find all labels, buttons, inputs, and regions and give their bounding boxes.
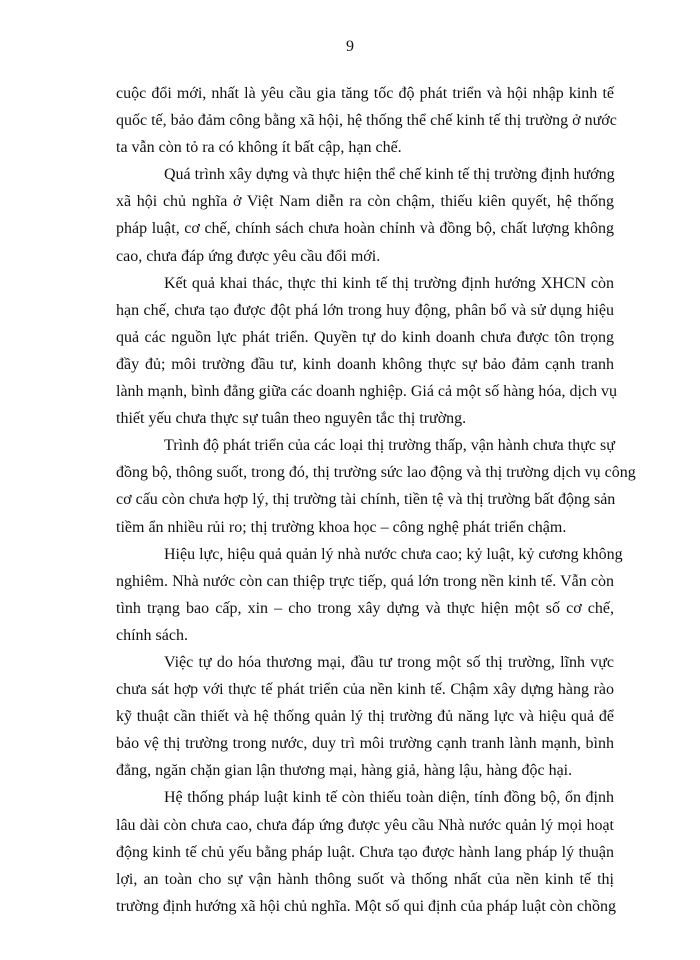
text-line: quốc tế, bảo đảm công bằng xã hội, hệ thống thể chế kinh tế thị trường ở nước xyxy=(116,112,617,130)
text-line: lâu dài còn chưa cao, chưa đáp ứng được yêu cầu Nhà nước quản lý mọi hoạt xyxy=(116,816,614,834)
text-line: tiềm ẩn nhiều rủi ro; thị trường khoa học – công nghệ phát triển chậm. xyxy=(116,518,567,536)
text-line: Hệ thống pháp luật kinh tế còn thiếu toàn diện, tính đồng bộ, ổn định xyxy=(164,789,614,807)
page-number: 9 xyxy=(346,38,354,55)
text-line: nghiêm. Nhà nước còn can thiệp trực tiếp, quá lớn trong nền kinh tế. Vẫn còn xyxy=(116,572,614,590)
text-line: bảo vệ thị trường trong nước, duy trì môi trường cạnh tranh lành mạnh, bình xyxy=(116,735,614,753)
text-line: lành mạnh, bình đẳng giữa các doanh nghiệp. Giá cả một số hàng hóa, dịch vụ xyxy=(116,383,617,401)
text-line: động kinh tế chủ yếu bằng pháp luật. Chưa tạo được hành lang pháp lý thuận xyxy=(116,843,614,861)
paragraph xyxy=(116,784,614,919)
text-line: cuộc đổi mới, nhất là yêu cầu gia tăng tốc độ phát triển và hội nhập kinh tế xyxy=(116,85,614,102)
text-line: lợi, an toàn cho sự vận hành thông suốt và thống nhất của nền kinh tế thị xyxy=(116,870,614,888)
text-line: Việc tự do hóa thương mại, đầu tư trong một số thị trường, lĩnh vực xyxy=(164,653,614,671)
paragraph xyxy=(116,649,614,784)
text-line: cao, chưa đáp ứng được yêu cầu đổi mới. xyxy=(116,247,381,265)
text-line: xã hội chủ nghĩa ở Việt Nam diễn ra còn chậm, thiếu kiên quyết, hệ thống xyxy=(116,193,614,211)
text-line: ta vẫn còn tỏ ra có không ít bất cập, hạn chế. xyxy=(116,139,402,157)
text-line: Kết quả khai thác, thực thi kinh tế thị trường định hướng XHCN còn xyxy=(164,274,614,292)
text-line: pháp luật, cơ chế, chính sách chưa hoàn chỉnh và đồng bộ, chất lượng không xyxy=(116,220,614,238)
text-line: kỹ thuật cần thiết và hệ thống quản lý thị trường đủ năng lực và hiệu quả để xyxy=(116,708,614,726)
text-line: Trình độ phát triển của các loại thị trường thấp, vận hành chưa thực sự xyxy=(164,437,615,455)
text-line: tình trạng bao cấp, xin – cho trong xây dựng và thực hiện một số cơ chế, xyxy=(116,599,614,617)
paragraph xyxy=(116,432,636,540)
text-line: đầy đủ; môi trường đầu tư, kinh doanh không thực sự bảo đảm cạnh tranh xyxy=(116,355,614,373)
text-line: trường định hướng xã hội chủ nghĩa. Một số qui định của pháp luật còn chồng xyxy=(116,897,616,915)
text-line: thiết yếu chưa thực sự tuân theo nguyên tắc thị trường. xyxy=(116,410,467,428)
text-line: quả các nguồn lực phát triển. Quyền tự do kinh doanh chưa được tôn trọng xyxy=(116,328,614,346)
text-line: Quá trình xây dựng và thực hiện thể chế kinh tế thị trường định hướng xyxy=(164,166,615,184)
text-line: chưa sát hợp với thực tế phát triển của nền kinh tế. Chậm xây dựng hàng rào xyxy=(116,681,614,699)
text-line: chính sách. xyxy=(116,626,188,644)
text-line: đẳng, ngăn chặn gian lận thương mại, hàng giả, hàng lậu, hàng độc hại. xyxy=(116,762,573,780)
document-body xyxy=(116,80,636,920)
paragraph xyxy=(116,541,623,649)
text-line: cơ cấu còn chưa hợp lý, thị trường tài chính, tiền tệ và thị trường bất động sản xyxy=(116,491,616,509)
paragraph xyxy=(116,270,617,433)
text-line: đồng bộ, thông suốt, trong đó, thị trường sức lao động và thị trường dịch vụ công xyxy=(116,464,636,482)
paragraph xyxy=(116,161,614,269)
paragraph xyxy=(116,80,617,161)
text-line: Hiệu lực, hiệu quả quản lý nhà nước chưa cao; kỷ luật, kỷ cương không xyxy=(164,545,623,563)
text-line: hạn chế, chưa tạo được đột phá lớn trong huy động, phân bổ và sử dụng hiệu xyxy=(116,301,614,319)
